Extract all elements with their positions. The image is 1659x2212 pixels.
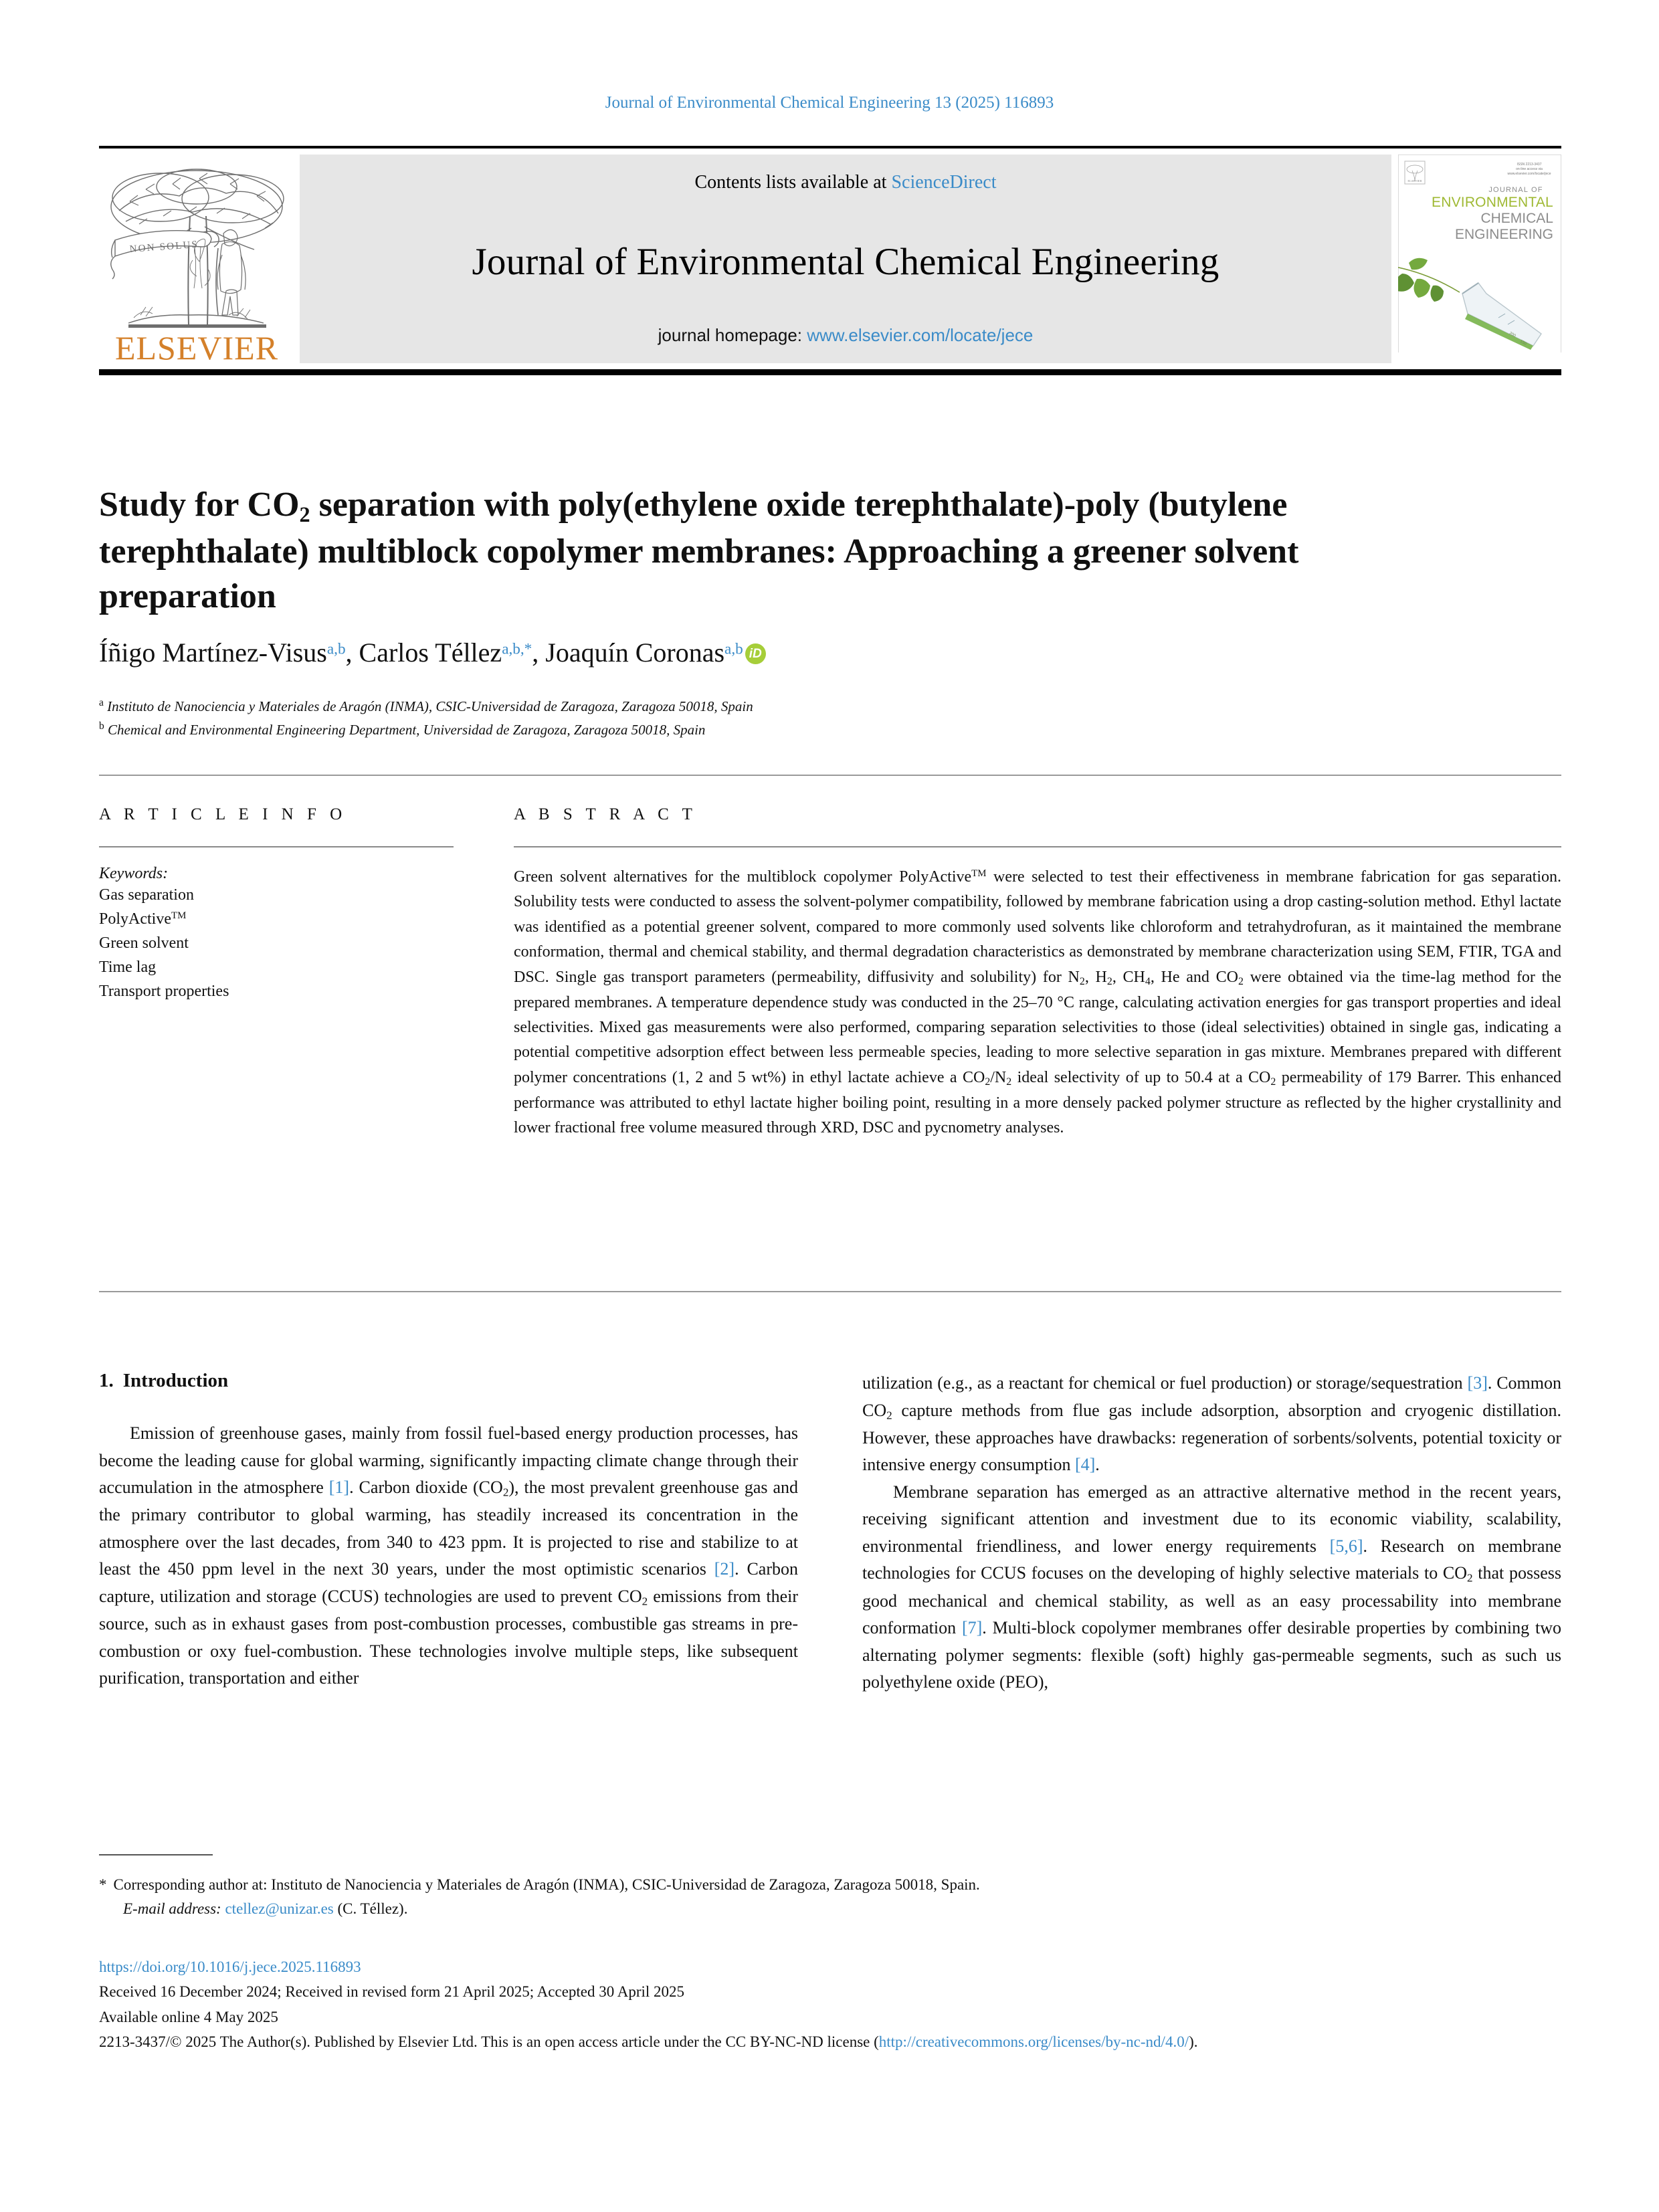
keyword-item — [99, 979, 454, 1003]
sciencedirect-link[interactable]: ScienceDirect — [891, 172, 997, 193]
author-list — [99, 637, 1437, 668]
author-2-sep: , — [532, 637, 546, 668]
contents-line — [300, 172, 1391, 193]
abstract-sub-h2: 2 — [1106, 975, 1112, 987]
journal-title: Journal of Environmental Chemical Engineering — [472, 241, 1219, 283]
keyword-item — [99, 907, 454, 931]
citation-ref-7[interactable]: [7] — [961, 1618, 983, 1638]
corresponding-author-note — [99, 1873, 1561, 1922]
license-link[interactable]: http://creativecommons.org/licenses/by-nc-nd/4.0/ — [878, 2033, 1189, 2050]
cover-issn-1: ISSN 2213-3437 — [1517, 163, 1542, 167]
keyword-5-text: Transport properties — [99, 983, 229, 1000]
elsevier-logo — [99, 155, 294, 363]
svg-text:ENVIRONMENTAL: ENVIRONMENTAL — [1432, 195, 1553, 210]
intro-paragraph-right-2 — [862, 1479, 1561, 1696]
author-2-name: Carlos Téllez — [359, 637, 502, 668]
affiliation-list — [99, 694, 1437, 741]
intro-left-sub-co2-b: 2 — [642, 1595, 648, 1608]
title-part-3: (butylene terephthalate) multiblock copolymer membranes: Approaching a — [99, 485, 1288, 571]
abstract-text — [514, 865, 1561, 1141]
abstract-divider — [514, 846, 1561, 847]
citation-ref-4[interactable]: [4] — [1074, 1455, 1096, 1475]
author-1 — [99, 637, 359, 668]
copyright-line — [99, 2029, 1561, 2054]
masthead-top-rule — [99, 146, 1561, 148]
copyright-text: 2213-3437/© 2025 The Author(s). Published by Elsevier Ltd. This is an open access article under the CC BY-NC-ND license ( — [99, 2033, 879, 2050]
title-subscript: 2 — [299, 502, 310, 526]
intro-right-seg-4: . — [1095, 1455, 1100, 1475]
intro-right-sub-co2-b: 2 — [1467, 1571, 1473, 1585]
intro-right-seg-6: . Research on membrane technologies for CCUS focuses on the developing of highly selective materials to CO — [862, 1536, 1561, 1583]
intro-left-seg-4: . Carbon capture, utilization and storage (CCUS) technologies are used to prevent CO — [99, 1559, 798, 1606]
keyword-3-text: Green solvent — [99, 934, 189, 952]
svg-text:ELSEVIER: ELSEVIER — [1407, 179, 1422, 183]
affiliation-a — [99, 694, 1437, 718]
affiliation-b — [99, 718, 1437, 741]
doi-line — [99, 1954, 1561, 1979]
author-3 — [545, 637, 765, 668]
intro-left-seg-3: ), the most prevalent greenhouse gas and the primary contributor to global warming, has steadily increased its concentration in the atmosphere over the last decades, from 340 to 423 ppm. It is projected to rise and stabilize to at least the 450 ppm level in the next 30 years, under the most optimistic scenarios — [99, 1478, 799, 1579]
abstract-sub-co2-c: 2 — [1270, 1076, 1276, 1088]
article-body — [99, 1370, 1561, 1696]
section-title: Introduction — [122, 1370, 229, 1391]
doi-link[interactable]: https://doi.org/10.1016/j.jece.2025.116893 — [99, 1958, 361, 1975]
svg-text:150: 150 — [1519, 339, 1527, 346]
abstract-sub-n2-b: 2 — [1006, 1076, 1012, 1088]
svg-text:200: 200 — [1508, 331, 1517, 338]
author-1-sep: , — [345, 637, 359, 668]
intro-right-seg-7: that possess good mechanical and chemical stability, as well as an easy processability into membrane conformation — [862, 1563, 1561, 1638]
intro-paragraph-left — [99, 1420, 798, 1692]
orcid-icon[interactable]: iD — [745, 643, 766, 664]
author-1-affil-marks[interactable]: a,b — [326, 640, 346, 658]
corresponding-text: Corresponding author at: Instituto de Nanociencia y Materiales de Aragón (INMA), CSIC-Universidad de Zaragoza, Zaragoza 50018, Spain. — [113, 1876, 980, 1893]
abstract-trademark: TM — [971, 868, 987, 879]
citation-ref-3[interactable]: [3] — [1467, 1373, 1488, 1393]
keyword-item — [99, 955, 454, 979]
author-1-name: Íñigo Martínez-Visus — [99, 637, 327, 668]
corresponding-star: * — [99, 1876, 107, 1893]
svg-text:ELSEVIER: ELSEVIER — [114, 329, 279, 363]
intro-left-seg-1: Emission of greenhouse gases, mainly from fossil fuel-based energy production processes, has become the leading cause for global warming, significantly impacting climate change through their accumulation in the atmosphere — [99, 1423, 798, 1498]
running-head: Journal of Environmental Chemical Engineering 13 (2025) 116893 — [605, 94, 1054, 112]
keyword-2-text: PolyActive — [99, 910, 171, 928]
keywords-label: Keywords: — [99, 865, 169, 882]
affiliation-a-text: Instituto de Nanociencia y Materiales de Aragón (INMA), CSIC-Universidad de Zaragoza, Zaragoza 50018, Spain — [107, 698, 753, 714]
journal-masthead — [99, 146, 1561, 375]
abstract-seg-4: , CH — [1112, 968, 1145, 986]
intro-right-seg-8: . Multi-block copolymer membranes offer desirable properties by combining two alternating polymer segments: flexible (soft) highly gas-permeable segments, such as such us polyethylene oxide (PEO), — [862, 1618, 1561, 1692]
affiliation-b-mark: b — [99, 720, 104, 732]
title-part-1: Study for CO — [99, 485, 300, 524]
svg-text:NON SOLUS: NON SOLUS — [129, 239, 199, 255]
email-suffix: (C. Téllez). — [337, 1900, 408, 1918]
cover-issn-3: www.elsevier.com/locate/jece — [1507, 172, 1551, 176]
intro-left-seg-2: . Carbon dioxide (CO — [349, 1478, 503, 1498]
abstract-seg-7: /N — [990, 1068, 1007, 1086]
intro-right-seg-1: utilization (e.g., as a reactant for chemical or fuel production) or storage/sequestration — [862, 1373, 1468, 1393]
received-line: Received 16 December 2024; Received in revised form 21 April 2025; Accepted 30 April 2025 — [99, 1983, 685, 2001]
masthead-bottom-rule — [99, 369, 1561, 375]
contents-prefix: Contents lists available at — [694, 172, 892, 193]
citation-ref-1[interactable]: [1] — [328, 1478, 350, 1498]
abstract-sub-ch4: 4 — [1145, 975, 1151, 987]
abstract-seg-3: , H — [1084, 968, 1107, 986]
title-part-2: separation with poly(ethylene oxide terephthalate)-poly — [310, 485, 1140, 524]
citation-ref-5-6[interactable]: [5,6] — [1329, 1536, 1363, 1556]
footnote-rule — [99, 1854, 213, 1855]
band-top-rule — [99, 775, 1561, 776]
author-3-name: Joaquín Coronas — [545, 637, 725, 668]
intro-right-sub-co2-a: 2 — [886, 1409, 892, 1421]
abstract-sub-co2-a: 2 — [1238, 975, 1244, 987]
keyword-4-text: Time lag — [99, 959, 157, 976]
abstract-seg-8: ideal selectivity of up to 50.4 at a CO — [1011, 1068, 1271, 1086]
author-2 — [359, 637, 546, 668]
affiliation-b-text: Chemical and Environmental Engineering Department, Universidad de Zaragoza, Zaragoza 50018, Spain — [108, 721, 706, 738]
intro-right-seg-3: capture methods from flue gas include adsorption, absorption and cryogenic distillation. However, these approaches have drawbacks: regeneration of sorbents/solvents, potential toxicity or intensive energy consumption — [862, 1400, 1561, 1475]
intro-right-seg-5: Membrane separation has emerged as an attractive alternative method in the recent years, receiving significant attention and investment due to its economic viability, scalability, environmental friendliness, and lower energy requirements — [862, 1482, 1561, 1556]
affiliation-a-mark: a — [99, 697, 104, 708]
masthead-center — [300, 155, 1391, 363]
info-abstract-band — [99, 775, 1561, 1157]
available-online-line: Available online 4 May 2025 — [99, 2008, 278, 2025]
email-line — [99, 1897, 1561, 1921]
keyword-1-text: Gas separation — [99, 886, 194, 904]
author-2-affil-marks[interactable]: a,b,* — [502, 640, 532, 658]
abstract-seg-9: permeability of 179 Barrer. This enhanced performance was attributed to ethyl lactate higher boiling point, resulting in a more densely packed polymer structure as reflected by the higher crystallinity and lower fractional free volume measured through XRD, DSC and pycnometry analyses. — [514, 1068, 1562, 1137]
intro-right-seg-2: . Common CO — [862, 1373, 1562, 1420]
abstract-sub-n2: 2 — [1079, 975, 1085, 987]
abstract-seg-5: , He and CO — [1150, 968, 1238, 986]
publication-info — [99, 1954, 1561, 2054]
citation-ref-2[interactable]: [2] — [714, 1559, 735, 1579]
abstract-column — [514, 805, 1561, 1157]
keyword-item — [99, 931, 454, 955]
intro-left-sub-co2-a: 2 — [502, 1486, 509, 1499]
email-link[interactable]: ctellez@unizar.es — [225, 1900, 334, 1918]
band-bottom-rule — [99, 1291, 1561, 1292]
keyword-item — [99, 883, 454, 907]
intro-paragraph-right-1 — [862, 1370, 1561, 1479]
journal-homepage-link[interactable]: www.elsevier.com/locate/jece — [807, 325, 1034, 345]
body-column-left — [99, 1370, 798, 1696]
abstract-heading: A B S T R A C T — [514, 805, 697, 823]
email-label: E-mail address: — [123, 1900, 221, 1918]
section-number: 1. — [99, 1370, 114, 1391]
abstract-seg-6: were obtained via the time-lag method for the prepared membranes. A temperature dependence study was conducted in the 25–70 °C range, calculating activation energies for gas transport properties and ideal selectivities. Mixed gas measurements were also performed, comparing separation selectivities to those (ideal selectivities) obtained in single gas, indicating a potential competitive adsorption effect between less permeable species, leading to more selective separation in gas mixture. Membranes prepared with different polymer concentrations (1, 2 and 5 wt%) in ethyl lactate achieve a CO — [514, 968, 1561, 1086]
svg-text:JOURNAL OF: JOURNAL OF — [1488, 186, 1543, 194]
svg-text:CHEMICAL: CHEMICAL — [1480, 211, 1553, 226]
article-info-divider — [99, 846, 454, 847]
homepage-prefix: journal homepage: — [658, 325, 807, 345]
title-part-4: greener solvent preparation — [99, 532, 1299, 616]
abstract-sub-co2-b: 2 — [985, 1076, 991, 1088]
article-info-column — [99, 805, 514, 1157]
article-info-heading: A R T I C L E I N F O — [99, 805, 347, 823]
page-title — [99, 482, 1410, 619]
intro-left-seg-5: emissions from their source, such as in exhaust gases from post-combustion processes, combustible gas streams in pre-combustion or oxy fuel-combustion. These technologies involve multiple steps, like subsequent purification, transportation and either — [99, 1586, 798, 1688]
cover-issn-2: on-line access via — [1516, 167, 1543, 171]
section-heading-introduction — [99, 1370, 798, 1392]
abstract-seg-2: were selected to test their effectiveness in membrane fabrication for gas separation. Solubility tests were conducted to assess the solvent-polymer compatibility, followed by membrane fabrication using a drop casting-solution method. Ethyl lactate was identified as a potential greener solvent, compared to more commonly used solvents like chloroform and tetrahydrofuran, as it maintained the membrane conformation, thermal and chemical stability, and thermal degradation characteristics as demonstrated by membrane characterization using SEM, FTIR, TGA and DSC. Single gas transport parameters (permeability, diffusivity and solubility) for N — [514, 868, 1561, 986]
copyright-suffix: ). — [1189, 2033, 1198, 2050]
corresponding-author-line — [99, 1873, 1561, 1897]
svg-text:ENGINEERING: ENGINEERING — [1454, 227, 1553, 242]
author-3-affil-marks[interactable]: a,b — [724, 640, 743, 658]
body-column-right — [862, 1370, 1561, 1696]
keyword-2-sup: TM — [171, 910, 187, 921]
homepage-line — [300, 325, 1391, 346]
abstract-seg-1: Green solvent alternatives for the multiblock copolymer PolyActive — [514, 868, 972, 886]
journal-cover-thumbnail — [1398, 155, 1561, 363]
